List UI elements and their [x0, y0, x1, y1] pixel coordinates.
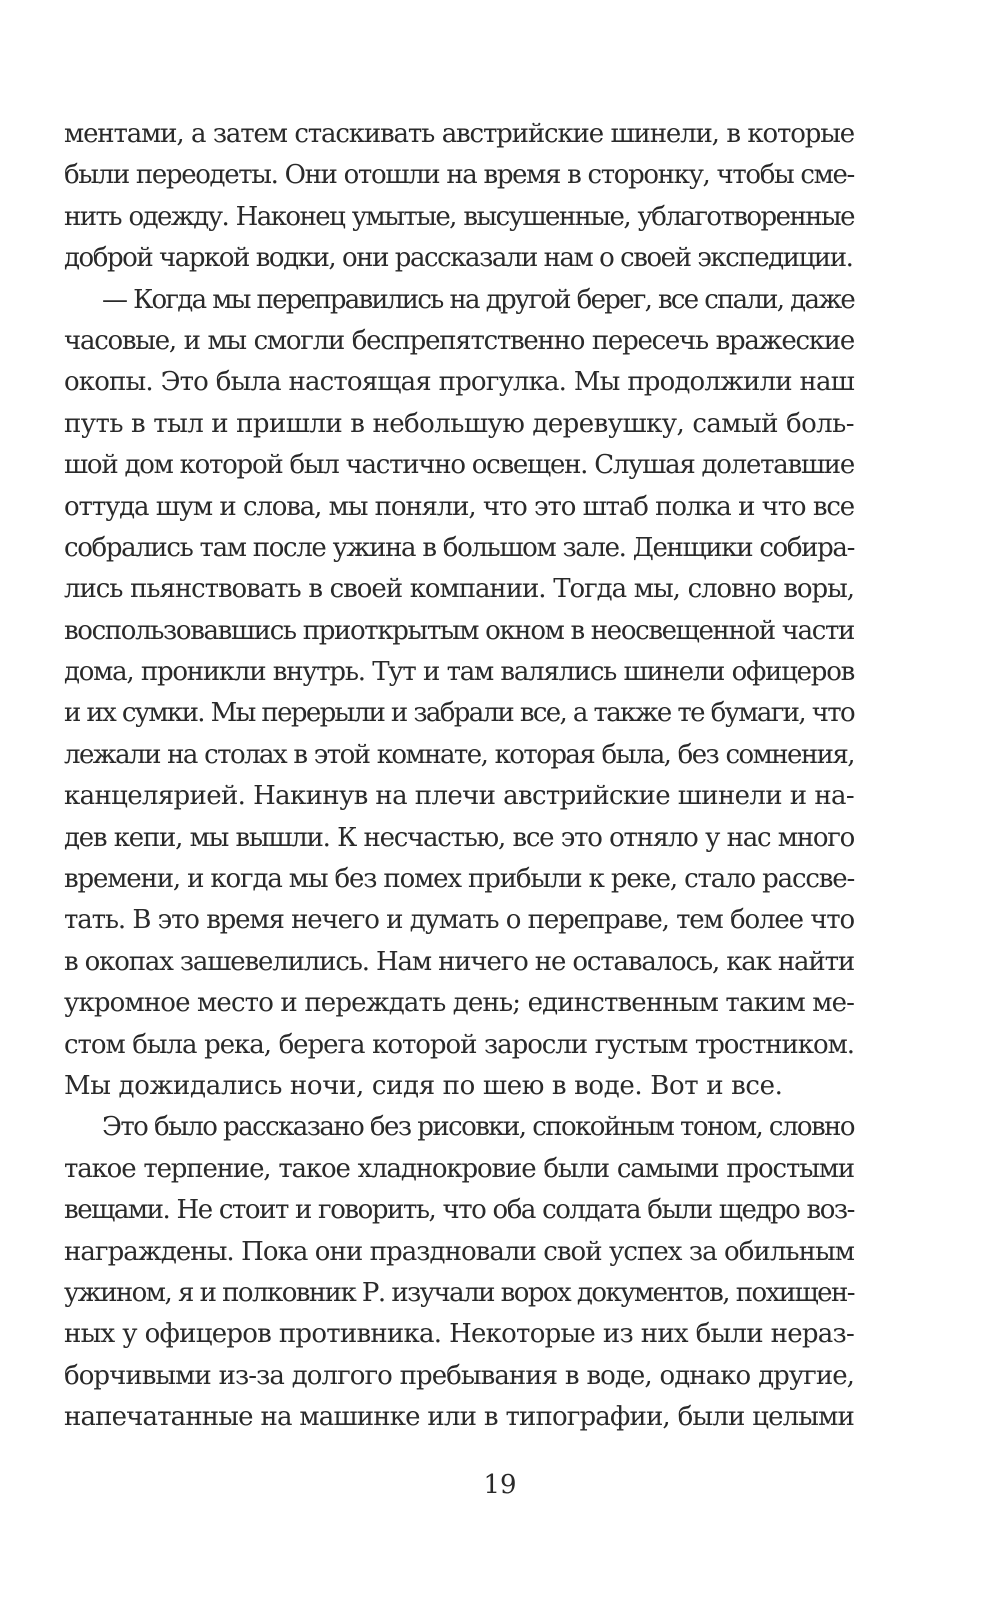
paragraph [64, 114, 854, 280]
text-line: вещами. Не стоит и говорить, что оба солдата были щедро воз- [64, 1195, 854, 1226]
text-line: ужином, я и полковник Р. изучали ворох документов, похищен- [64, 1277, 854, 1308]
text-line: шой дом которой был частично освещен. Слушая долетавшие [64, 450, 854, 481]
text-line: собрались там после ужина в большом зале. Денщики собира- [64, 532, 854, 563]
text-line: часовые, и мы смогли беспрепятственно пересечь вражеские [64, 325, 854, 356]
text-line: укромное место и переждать день; единственным таким ме- [64, 988, 855, 1019]
text-line: ных у офицеров противника. Некоторые из них были нераз- [64, 1319, 854, 1350]
text-line: такое терпение, такое хладнокровие были самыми простыми [64, 1153, 854, 1184]
text-line: канцелярией. Накинув на плечи австрийские шинели и на- [64, 781, 854, 812]
text-line: дома, проникли внутрь. Тут и там валялись шинели офицеров [64, 657, 854, 688]
text-line: Мы дожидались ночи, сидя по шею в воде. Вот и все. [64, 1070, 783, 1101]
text-line: тать. В это время нечего и думать о переправе, тем более что [64, 905, 854, 936]
text-line: воспользовавшись приоткрытым окном в неосвещенной части [64, 615, 854, 646]
page-number: 19 [483, 1470, 517, 1500]
text-line: лежали на столах в этой комнате, которая была, без сомнения, [64, 739, 854, 770]
text-line: награждены. Пока они праздновали свой успех за обильным [64, 1236, 854, 1267]
text-line: дев кепи, мы вышли. К несчастью, все это отняло у нас много [64, 822, 854, 853]
text-line: стом была река, берега которой заросли густым тростником. [64, 1029, 854, 1060]
text-line: ментами, а затем стаскивать австрийские шинели, в которые [64, 119, 854, 149]
text-line: и их сумки. Мы перерыли и забрали все, а также те бумаги, что [64, 698, 854, 729]
text-line: лись пьянствовать в своей компании. Тогда мы, словно воры, [64, 574, 854, 605]
paragraph [64, 280, 854, 1108]
text-line: Это было рассказано без рисовки, спокойным тоном, словно [102, 1112, 854, 1143]
text-line: доброй чаркой водки, они рассказали нам о своей экспедиции. [64, 243, 853, 274]
text-line: борчивыми из-за долгого пребывания в воде, однако другие, [64, 1360, 854, 1391]
text-line: путь в тыл и пришли в небольшую деревушку, самый боль- [64, 408, 854, 439]
text-line: оттуда шум и слова, мы поняли, что это штаб полка и что все [64, 491, 854, 522]
text-line: окопы. Это была настоящая прогулка. Мы продолжили наш [64, 367, 854, 398]
text-line: — Когда мы переправились на другой берег, все спали, даже [102, 284, 854, 315]
text-line: были переодеты. Они отошли на время в сторонку, чтобы сме- [64, 160, 854, 191]
body-text [64, 114, 854, 1439]
text-line: времени, и когда мы без помех прибыли к реке, стало рассве- [64, 864, 855, 895]
text-line: нить одежду. Наконец умытые, высушенные, ублаготворенные [64, 201, 854, 232]
paragraph [64, 1107, 854, 1438]
text-line: в окопах зашевелились. Нам ничего не оставалось, как найти [64, 946, 854, 977]
text-line: напечатанные на машинке или в типографии, были целыми [64, 1402, 854, 1433]
